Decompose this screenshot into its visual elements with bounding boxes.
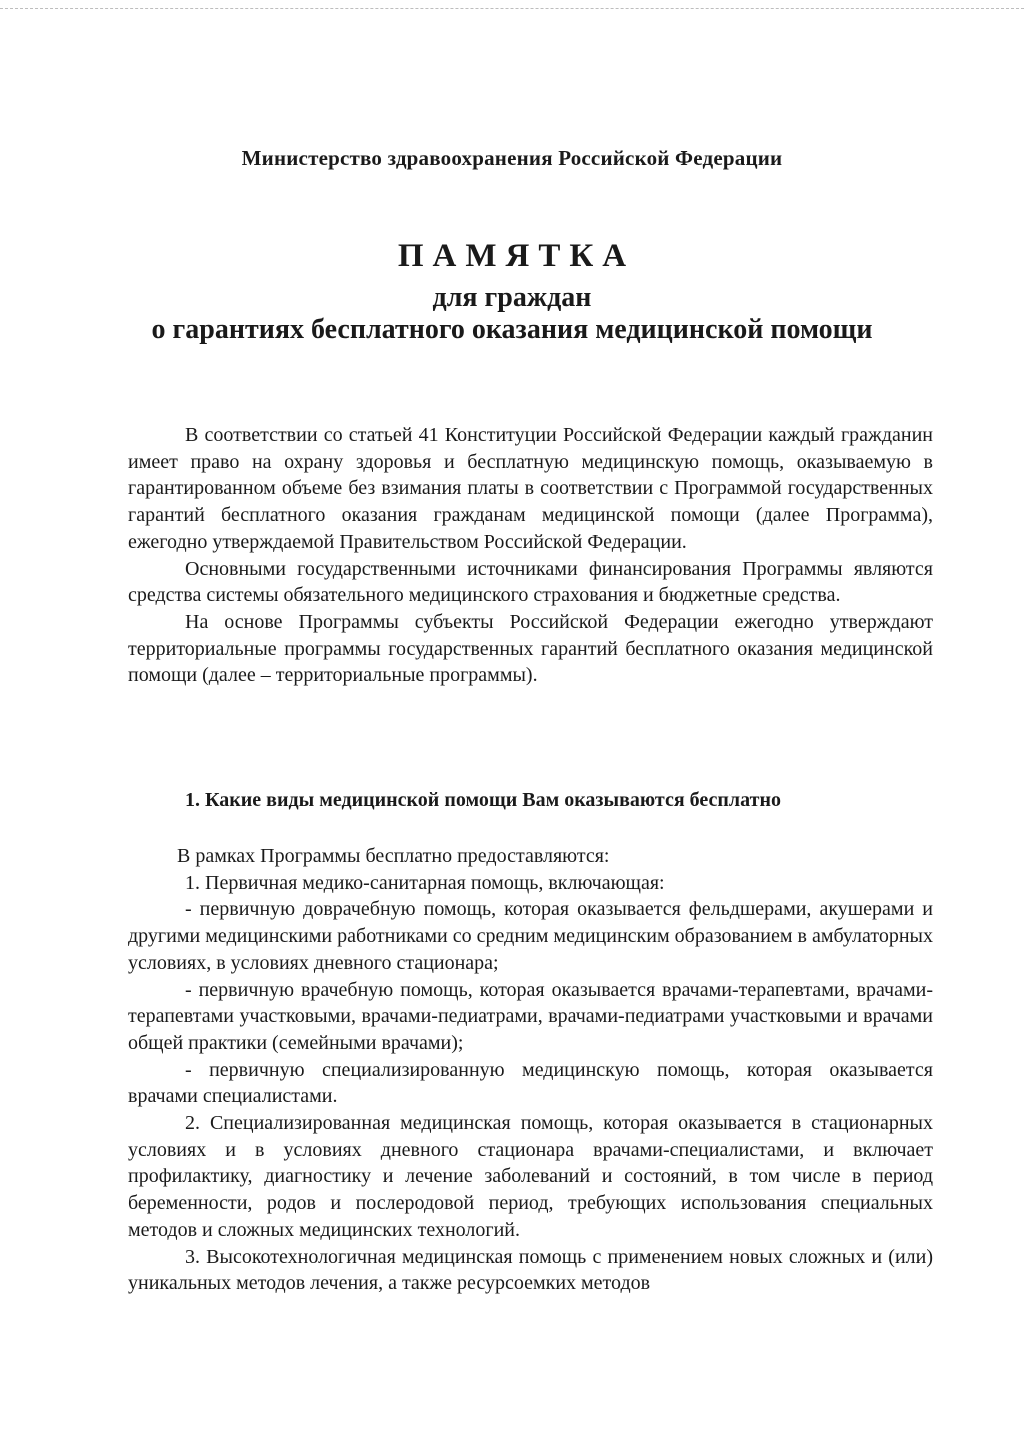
section-paragraph: 3. Высокотехнологичная медицинская помощь с применением новых сложных и (или) уникальных методов лечения, а также ресурсоемких методов: [128, 1245, 933, 1295]
section-body: [128, 843, 933, 1297]
section-paragraph: 2. Специализированная медицинская помощь, которая оказывается в стационарных условиях и в условиях дневного стационара врачами-специалистами, и включает профилактику, диагностику и лечение заболеваний и состояний, в том числе в период беременности, родов и послеродовой период, требующих использования специальных методов и сложных медицинских технологий.: [128, 1112, 933, 1241]
intro-paragraph: Основными государственными источниками финансирования Программы являются средства системы обязательного медицинского страхования и бюджетные средства.: [128, 557, 933, 607]
section-list-item: - первичную доврачебную помощь, которая оказывается фельдшерами, акушерами и другими медицинскими работниками со средним медицинским образованием в амбулаторных условиях, в условиях дневного стационара;: [128, 898, 933, 974]
document-subtitle-line1: для граждан: [432, 282, 592, 313]
section-heading: 1. Какие виды медицинской помощи Вам оказываются бесплатно: [185, 789, 781, 811]
document-title: ПАМЯТКА: [397, 238, 636, 274]
section-paragraph: В рамках Программы бесплатно предоставляются:: [177, 845, 610, 867]
intro-section: [128, 422, 933, 689]
ministry-header: Министерство здравоохранения Российской Федерации: [241, 146, 783, 170]
intro-paragraph: В соответствии со статьей 41 Конституции Российской Федерации каждый гражданин имеет право на охрану здоровья и бесплатную медицинскую помощь, оказываемую в гарантированном объеме без взимания платы в соответствии с Программой государственных гарантий бесплатного оказания гражданам медицинской помощи (далее Программа), ежегодно утверждаемой Правительством Российской Федерации.: [128, 424, 933, 553]
document-subtitle-line2: о гарантиях бесплатного оказания медицинской помощи: [151, 314, 873, 345]
section-list-item: - первичную врачебную помощь, которая оказывается врачами-терапевтами, врачами-терапевтами участковыми, врачами-педиатрами, врачами-педиатрами участковыми и врачами общей практики (семейными врачами);: [128, 978, 933, 1054]
section-paragraph: 1. Первичная медико-санитарная помощь, включающая:: [185, 871, 665, 894]
intro-paragraph: На основе Программы субъекты Российской Федерации ежегодно утверждают территориальные программы государственных гарантий бесплатного оказания медицинской помощи (далее – территориальные программы).: [128, 610, 933, 687]
section-list-item: - первичную специализированную медицинскую помощь, которая оказывается врачами специалистами.: [128, 1058, 933, 1108]
scan-edge-line: [0, 8, 1024, 9]
